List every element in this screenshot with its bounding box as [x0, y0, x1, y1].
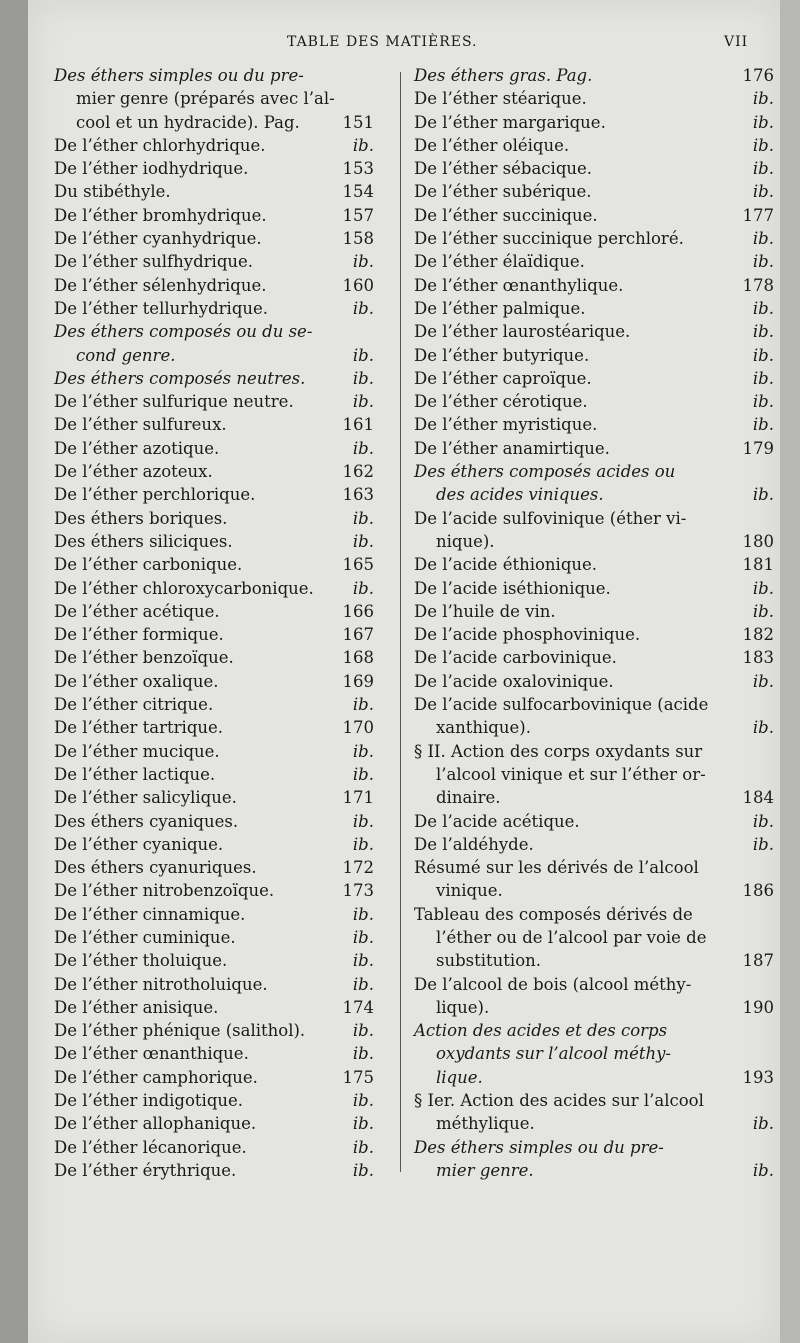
toc-entry-title: § Ier. Action des acides sur l’alcool — [414, 1091, 704, 1111]
toc-entry — [414, 1136, 774, 1159]
toc-entry-page: ib. — [752, 368, 774, 388]
toc-entry-title: De l’éther stéarique. — [414, 89, 587, 109]
toc-entry — [54, 926, 374, 949]
toc-entry-page: ib. — [752, 135, 774, 155]
toc-entry-title: De l’éther cérotique. — [414, 392, 588, 412]
toc-entry-title: Des éthers boriques. — [54, 508, 228, 528]
toc-entry — [414, 553, 774, 576]
toc-entry-title: De l’aldéhyde. — [414, 834, 534, 854]
toc-entry-page: ib. — [752, 112, 774, 132]
toc-entry — [54, 250, 374, 273]
toc-entry-page: 153 — [342, 159, 374, 179]
toc-entry-title: De l’éther myristique. — [414, 415, 598, 435]
toc-entry-page: ib. — [352, 741, 374, 761]
toc-entry-page: ib. — [752, 718, 774, 738]
toc-entry-title: De l’éther margarique. — [414, 112, 606, 132]
toc-entry-title: De l’éther acétique. — [54, 601, 220, 621]
toc-entry-title: De l’éther cyanique. — [54, 834, 224, 854]
toc-entry — [54, 786, 374, 809]
toc-entry — [54, 367, 374, 390]
toc-entry — [414, 250, 774, 273]
toc-entry-page: ib. — [352, 904, 374, 924]
toc-entry — [54, 670, 374, 693]
toc-entry — [54, 1159, 374, 1182]
toc-entry-page: ib. — [352, 951, 374, 971]
toc-entry — [414, 646, 774, 669]
toc-entry-title: l’alcool vinique et sur l’éther or- — [436, 764, 706, 784]
toc-entry-page: ib. — [752, 1160, 774, 1180]
toc-entry — [54, 1042, 374, 1065]
toc-entry-title: De l’éther oxalique. — [54, 671, 219, 691]
toc-entry-page: 180 — [742, 531, 774, 551]
toc-entry-title: Des éthers simples ou du pre- — [414, 1137, 664, 1157]
toc-entry-title: De l’éther perchlorique. — [54, 485, 256, 505]
toc-entry — [414, 879, 774, 902]
toc-entry-title: De l’alcool de bois (alcool méthy- — [414, 974, 692, 994]
toc-entry-page: ib. — [352, 1160, 374, 1180]
toc-entry-page: 158 — [342, 229, 374, 249]
toc-entry-page: ib. — [752, 182, 774, 202]
toc-entry — [54, 320, 374, 343]
toc-entry — [414, 1042, 774, 1065]
toc-entry-page: 184 — [742, 788, 774, 808]
toc-entry — [414, 157, 774, 180]
toc-entry-title: De l’éther citrique. — [54, 695, 214, 715]
toc-entry-title: De l’éther laurostéarique. — [414, 322, 631, 342]
toc-entry-title: De l’éther tartrique. — [54, 718, 224, 738]
toc-entry-page: ib. — [752, 252, 774, 272]
toc-entry-page: ib. — [352, 1137, 374, 1157]
toc-entry — [414, 670, 774, 693]
toc-entry-title: De l’éther butyrique. — [414, 345, 590, 365]
toc-entry-title: De l’éther phénique (salithol). — [54, 1021, 306, 1041]
toc-entry — [414, 320, 774, 343]
toc-entry-title: Des éthers cyaniques. — [54, 811, 239, 831]
toc-entry-page: 161 — [342, 415, 374, 435]
toc-entry-page: 186 — [742, 881, 774, 901]
toc-entry-page: ib. — [752, 671, 774, 691]
toc-entry-title: De l’éther sébacique. — [414, 159, 593, 179]
toc-entry — [414, 1089, 774, 1112]
toc-entry-title: De l’huile de vin. — [414, 601, 556, 621]
toc-entry-page: ib. — [352, 764, 374, 784]
toc-entry-page: 187 — [742, 951, 774, 971]
toc-entry — [414, 87, 774, 110]
toc-entry-page: ib. — [352, 368, 374, 388]
toc-entry-title: des acides viniques. — [436, 485, 604, 505]
toc-entry — [54, 553, 374, 576]
toc-entry — [414, 111, 774, 134]
toc-entry-title: De l’éther nitrotholuique. — [54, 974, 268, 994]
toc-entry — [414, 740, 774, 763]
toc-entry — [54, 204, 374, 227]
toc-entry-title: oxydants sur l’alcool méthy- — [436, 1044, 671, 1064]
toc-entry — [414, 344, 774, 367]
toc-entry — [54, 763, 374, 786]
toc-entry — [414, 903, 774, 926]
toc-entry-page: ib. — [352, 927, 374, 947]
toc-entry-title: mier genre. — [436, 1160, 534, 1180]
toc-entry-page: 169 — [342, 671, 374, 691]
toc-entry — [54, 1089, 374, 1112]
column-divider — [400, 72, 401, 1172]
toc-entry-title: De l’éther caproïque. — [414, 368, 592, 388]
header-page-number: VII — [724, 34, 749, 50]
toc-entry — [414, 973, 774, 996]
toc-entry-title: cool et un hydracide). Pag. — [76, 112, 300, 132]
toc-entry-page: ib. — [352, 1021, 374, 1041]
toc-entry — [54, 1019, 374, 1042]
toc-entry-page: ib. — [352, 811, 374, 831]
toc-entry — [54, 996, 374, 1019]
toc-entry — [54, 134, 374, 157]
toc-entry — [54, 973, 374, 996]
toc-entry-page: 183 — [742, 648, 774, 668]
toc-entry-page: ib. — [752, 578, 774, 598]
toc-entry-title: xanthique). — [436, 718, 531, 738]
toc-entry — [54, 413, 374, 436]
right-column — [414, 64, 774, 1182]
toc-entry-page: 176 — [742, 66, 774, 85]
toc-entry-title: l’éther ou de l’alcool par voie de — [436, 927, 707, 947]
toc-entry-page: 154 — [342, 182, 374, 202]
toc-entry-page: ib. — [352, 392, 374, 412]
toc-entry — [414, 810, 774, 833]
toc-entry — [54, 600, 374, 623]
toc-entry — [414, 507, 774, 530]
toc-entry-page: 168 — [342, 648, 374, 668]
toc-entry-page: 167 — [342, 625, 374, 645]
toc-entry-title: De l’éther azotique. — [54, 438, 220, 458]
toc-entry — [414, 413, 774, 436]
toc-entry — [414, 949, 774, 972]
toc-entry-page: 171 — [342, 788, 374, 808]
toc-entry — [54, 740, 374, 763]
toc-entry-title: cond genre. — [76, 345, 176, 365]
toc-entry — [414, 227, 774, 250]
toc-entry-title: De l’acide oxalovinique. — [414, 671, 614, 691]
toc-entry — [414, 786, 774, 809]
toc-entry — [414, 64, 774, 87]
toc-entry-title: § II. Action des corps oxydants sur — [414, 741, 703, 761]
toc-entry — [414, 530, 774, 553]
toc-entry — [414, 623, 774, 646]
toc-entry-page: ib. — [352, 298, 374, 318]
toc-entry-page: ib. — [352, 252, 374, 272]
toc-entry-title: méthylique. — [436, 1114, 535, 1134]
toc-entry-title: De l’acide éthionique. — [414, 555, 598, 575]
header-title: TABLE DES MATIÈRES. — [287, 34, 478, 50]
toc-entry-title: De l’éther camphorique. — [54, 1067, 258, 1087]
toc-entry — [414, 926, 774, 949]
toc-entry — [54, 879, 374, 902]
toc-entry-title: De l’acide iséthionique. — [414, 578, 611, 598]
toc-entry-title: De l’éther sulfhydrique. — [54, 252, 254, 272]
toc-entry — [414, 1112, 774, 1135]
toc-entry-title: De l’éther succinique perchloré. — [414, 229, 684, 249]
toc-entry-page: ib. — [352, 345, 374, 365]
toc-entry — [54, 344, 374, 367]
toc-entry — [54, 646, 374, 669]
toc-entry — [414, 600, 774, 623]
toc-entry-title: Des éthers gras. Pag. — [414, 66, 593, 85]
toc-entry-title: De l’éther lécanorique. — [54, 1137, 247, 1157]
toc-entry — [54, 274, 374, 297]
toc-entry-title: Des éthers composés acides ou — [414, 462, 676, 482]
toc-entry — [54, 227, 374, 250]
toc-entry — [54, 111, 374, 134]
toc-entry-title: De l’éther benzoïque. — [54, 648, 234, 668]
toc-entry — [414, 460, 774, 483]
toc-entry-page: 170 — [342, 718, 374, 738]
toc-entry — [414, 693, 774, 716]
toc-entry — [54, 1136, 374, 1159]
toc-entry-page: ib. — [352, 974, 374, 994]
toc-entry — [54, 716, 374, 739]
toc-entry-title: De l’éther subérique. — [414, 182, 592, 202]
toc-entry — [54, 390, 374, 413]
toc-entry — [414, 833, 774, 856]
toc-entry-title: De l’acide sulfocarbovinique (acide — [414, 695, 709, 715]
toc-entry — [54, 833, 374, 856]
toc-entry-page: ib. — [352, 135, 374, 155]
toc-entry — [54, 903, 374, 926]
toc-entry-page: ib. — [752, 89, 774, 109]
toc-entry-page: ib. — [352, 1091, 374, 1111]
toc-entry-page: ib. — [752, 229, 774, 249]
toc-entry — [414, 437, 774, 460]
toc-entry-title: De l’éther oléique. — [414, 135, 570, 155]
toc-entry — [54, 483, 374, 506]
toc-entry-title: Des éthers cyanuriques. — [54, 858, 257, 878]
toc-entry-title: nique). — [436, 531, 495, 551]
toc-entry-title: lique. — [436, 1067, 483, 1087]
toc-entry-title: De l’éther tellurhydrique. — [54, 298, 269, 318]
toc-entry-title: De l’éther anamirtique. — [414, 438, 610, 458]
toc-entry-page: ib. — [752, 834, 774, 854]
toc-entry-page: ib. — [352, 1044, 374, 1064]
toc-entry-title: De l’éther œnanthique. — [54, 1044, 249, 1064]
toc-entry-page: 163 — [342, 485, 374, 505]
toc-entry-title: Des éthers composés ou du se- — [54, 322, 313, 342]
toc-entry-title: De l’éther lactique. — [54, 764, 216, 784]
toc-entry-page: ib. — [752, 392, 774, 412]
toc-entry-page: 174 — [342, 997, 374, 1017]
toc-entry — [414, 204, 774, 227]
toc-entry-title: De l’éther sulfurique neutre. — [54, 392, 294, 412]
toc-entry-page: ib. — [352, 438, 374, 458]
toc-entry-title: De l’éther anisique. — [54, 997, 219, 1017]
toc-entry-title: De l’éther salicylique. — [54, 788, 237, 808]
toc-entry-page: 157 — [342, 205, 374, 225]
toc-entry-page: ib. — [752, 1114, 774, 1134]
toc-entry — [54, 157, 374, 180]
toc-entry-title: lique). — [436, 997, 490, 1017]
toc-entry — [54, 507, 374, 530]
left-column — [54, 64, 374, 1182]
toc-entry-title: De l’acide phosphovinique. — [414, 625, 641, 645]
toc-entry-title: De l’éther nitrobenzoïque. — [54, 881, 275, 901]
toc-entry — [54, 577, 374, 600]
toc-entry — [54, 530, 374, 553]
toc-entry-title: Du stibéthyle. — [54, 182, 171, 202]
toc-entry-title: Des éthers siliciques. — [54, 531, 233, 551]
toc-entry-title: De l’éther cyanhydrique. — [54, 229, 262, 249]
toc-entry-page: ib. — [352, 578, 374, 598]
toc-entry — [54, 1066, 374, 1089]
toc-entry — [414, 763, 774, 786]
toc-entry-page: ib. — [752, 415, 774, 435]
toc-entry — [54, 810, 374, 833]
toc-entry-page: 165 — [342, 555, 374, 575]
toc-entry-title: Tableau des composés dérivés de — [414, 904, 693, 924]
toc-entry-title: De l’éther chlorhydrique. — [54, 135, 266, 155]
toc-entry — [414, 1066, 774, 1089]
toc-entry — [414, 297, 774, 320]
toc-entry — [414, 390, 774, 413]
toc-entry-page: 181 — [742, 555, 774, 575]
toc-entry-title: De l’éther œnanthylique. — [414, 275, 624, 295]
toc-entry-title: De l’éther formique. — [54, 625, 224, 645]
toc-entry-page: ib. — [752, 485, 774, 505]
toc-entry — [54, 180, 374, 203]
toc-entry-title: substitution. — [436, 951, 542, 971]
toc-entry-page: 182 — [742, 625, 774, 645]
toc-entry-page: ib. — [752, 298, 774, 318]
toc-entry-page: 177 — [742, 205, 774, 225]
toc-entry — [414, 1159, 774, 1182]
toc-entry-title: De l’éther iodhydrique. — [54, 159, 249, 179]
toc-entry-page: 175 — [342, 1067, 374, 1087]
toc-entry — [414, 1019, 774, 1042]
toc-entry-title: De l’éther bromhydrique. — [54, 205, 267, 225]
toc-entry — [414, 367, 774, 390]
toc-entry-page: ib. — [352, 531, 374, 551]
toc-entry-title: De l’éther tholuique. — [54, 951, 228, 971]
toc-entry-title: De l’éther sulfureux. — [54, 415, 227, 435]
toc-entry-title: De l’éther indigotique. — [54, 1091, 244, 1111]
toc-entry-page: 166 — [342, 601, 374, 621]
toc-entry — [54, 87, 374, 110]
toc-entry-title: De l’acide carbovinique. — [414, 648, 617, 668]
toc-entry — [414, 716, 774, 739]
toc-entry — [54, 297, 374, 320]
toc-entry-page: ib. — [752, 345, 774, 365]
book-spine — [0, 0, 28, 1343]
toc-entry-title: Des éthers simples ou du pre- — [54, 66, 304, 85]
toc-entry-title: Action des acides et des corps — [414, 1021, 668, 1041]
toc-entry — [54, 460, 374, 483]
toc-entry-title: De l’éther succinique. — [414, 205, 598, 225]
toc-entry-title: De l’éther mucique. — [54, 741, 220, 761]
toc-entry-title: De l’éther palmique. — [414, 298, 586, 318]
toc-entry-title: De l’acide acétique. — [414, 811, 580, 831]
toc-entry-title: De l’éther allophanique. — [54, 1114, 257, 1134]
toc-entry-title: De l’éther sélenhydrique. — [54, 275, 267, 295]
toc-entry-title: De l’éther chloroxycarbonique. — [54, 578, 314, 598]
toc-entry-page: 179 — [742, 438, 774, 458]
toc-entry-page: 160 — [342, 275, 374, 295]
toc-entry-title: De l’éther érythrique. — [54, 1160, 237, 1180]
toc-entry-title: vinique. — [436, 881, 503, 901]
toc-entry-title: De l’éther carbonique. — [54, 555, 243, 575]
toc-entry-page: 162 — [342, 462, 374, 482]
toc-entry-title: Résumé sur les dérivés de l’alcool — [414, 858, 699, 878]
toc-entry-page: ib. — [352, 1114, 374, 1134]
toc-entry — [414, 274, 774, 297]
toc-entry-page: 190 — [742, 997, 774, 1017]
toc-entry — [54, 693, 374, 716]
toc-entry-page: ib. — [752, 811, 774, 831]
toc-entry-title: dinaire. — [436, 788, 501, 808]
toc-entry — [414, 180, 774, 203]
toc-entry — [54, 437, 374, 460]
toc-entry-page: ib. — [752, 159, 774, 179]
toc-entry-title: De l’éther élaïdique. — [414, 252, 585, 272]
toc-entry-title: mier genre (préparés avec l’al- — [76, 89, 335, 109]
toc-entry-page: 178 — [742, 275, 774, 295]
toc-entry — [54, 856, 374, 879]
toc-entry — [414, 856, 774, 879]
toc-entry-page: ib. — [352, 695, 374, 715]
toc-entry-page: ib. — [352, 508, 374, 528]
toc-entry-title: Des éthers composés neutres. — [54, 368, 306, 388]
toc-entry — [414, 134, 774, 157]
toc-entry-page: 151 — [342, 112, 374, 132]
toc-entry-page: 172 — [342, 858, 374, 878]
toc-entry — [414, 483, 774, 506]
toc-entry-page: ib. — [352, 834, 374, 854]
running-header — [0, 30, 780, 60]
toc-entry-page: ib. — [752, 601, 774, 621]
toc-entry — [54, 1112, 374, 1135]
toc-entry-title: De l’éther azoteux. — [54, 462, 213, 482]
toc-entry-title: De l’éther cinnamique. — [54, 904, 246, 924]
toc-entry — [54, 64, 374, 87]
toc-entry — [414, 577, 774, 600]
toc-entry — [54, 949, 374, 972]
toc-entry-title: De l’acide sulfovinique (éther vi- — [414, 508, 687, 528]
toc-entry-page: ib. — [752, 322, 774, 342]
toc-entry-title: De l’éther cuminique. — [54, 927, 236, 947]
toc-entry-page: 193 — [742, 1067, 774, 1087]
toc-entry-page: 173 — [342, 881, 374, 901]
page-edge — [780, 0, 800, 1343]
toc-entry — [414, 996, 774, 1019]
toc-entry — [54, 623, 374, 646]
